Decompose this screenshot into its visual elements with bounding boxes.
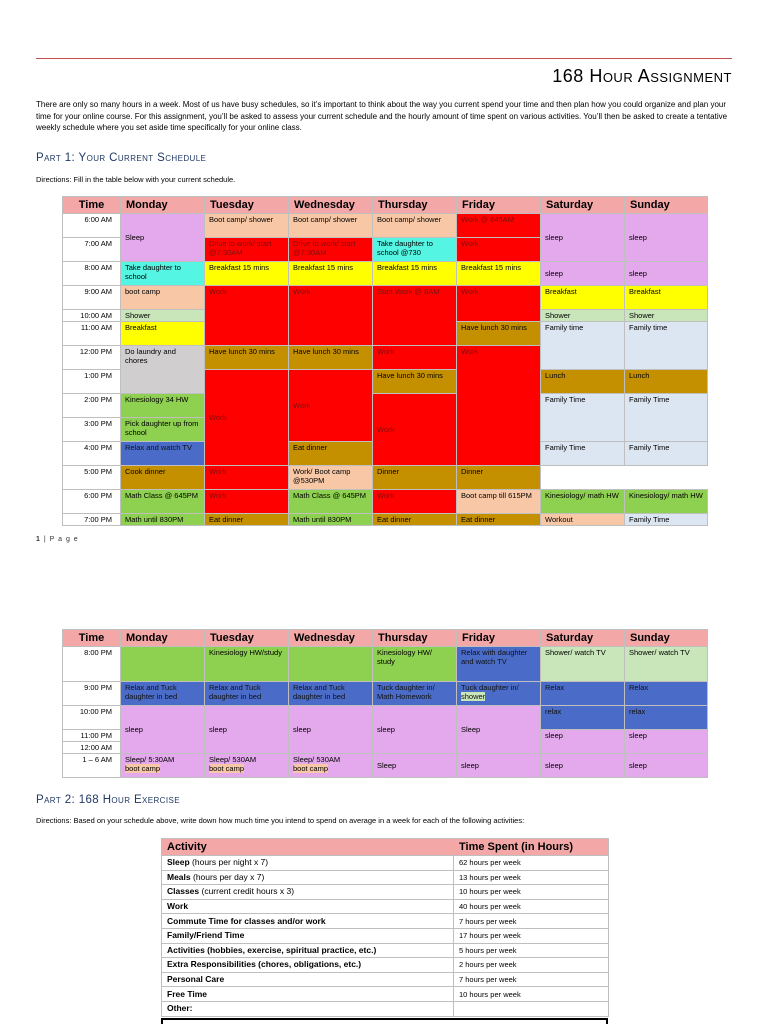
schedule-cell: Work (373, 490, 457, 514)
schedule-cell: relax (541, 706, 625, 730)
col-header-thursday: Thursday (373, 630, 457, 647)
time-cell: 7:00 AM (63, 238, 121, 262)
activity-label: Classes (current credit hours x 3) (162, 885, 454, 900)
table-row (162, 987, 609, 1002)
activity-label: Personal Care (162, 972, 454, 987)
schedule-cell: Shower/ watch TV (625, 647, 708, 682)
table-row (162, 928, 609, 943)
activity-value (454, 1001, 609, 1016)
time-cell: 11:00 AM (63, 322, 121, 346)
schedule-cell: Breakfast 15 mins (457, 262, 541, 286)
schedule-cell: relax (625, 706, 708, 730)
schedule-cell: Relax (541, 682, 625, 706)
activity-value: 7 hours per week (454, 972, 609, 987)
activity-value: 10 hours per week (454, 987, 609, 1002)
schedule-cell: Family Time (625, 442, 708, 466)
col-header-tuesday: Tuesday (205, 197, 289, 214)
schedule-cell: Work/ Boot camp @530PM (289, 466, 373, 490)
time-cell: 11:00 PM (63, 730, 121, 742)
activity-value: 13 hours per week (454, 870, 609, 885)
activity-value: 17 hours per week (454, 928, 609, 943)
col-header-monday: Monday (121, 197, 205, 214)
time-cell: 10:00 AM (63, 310, 121, 322)
schedule-cell: Shower (625, 310, 708, 322)
table-row (162, 972, 609, 987)
schedule-cell: Drive to work/ start @7:30AM (205, 238, 289, 262)
col-header-time: Time (63, 630, 121, 647)
schedule-cell: Shower (121, 310, 205, 322)
schedule-cell: Work (205, 286, 289, 346)
schedule-cell: Have lunch 30 mins (457, 322, 541, 346)
schedule-cell: sleep (625, 214, 708, 262)
schedule-cell: Take daughter to school (121, 262, 205, 286)
schedule-cell: Lunch (625, 370, 708, 394)
col-header-time-spent: Time Spent (in Hours) (454, 839, 609, 856)
schedule-cell: sleep (121, 706, 205, 754)
page-number: 1 | P a g e (36, 536, 79, 543)
schedule-cell: Math until 830PM (121, 514, 205, 526)
schedule-cell: Eat dinner (373, 514, 457, 526)
schedule-cell: Relax and Tuck daughter in bed (289, 682, 373, 706)
schedule-cell: sleep (541, 214, 625, 262)
col-header-tuesday: Tuesday (205, 630, 289, 647)
schedule-cell: Dinner (457, 466, 541, 490)
evening-schedule-table (62, 629, 708, 778)
intro-paragraph: There are only so many hours in a week. Most of us have busy schedules, so it’s important to think about the way you current spend your time and then plan how you could organize and plan your time for your online course. For this assignment, you’ll be asked to assess your current schedule and the hourly amount of time spent on various activities. You’ll then be asked to create a tentative weekly schedule where you set aside time specifically for your online class. (36, 100, 728, 132)
schedule-cell: Breakfast 15 mins (373, 262, 457, 286)
schedule-cell: Breakfast (625, 286, 708, 310)
schedule-cell: Have lunch 30 mins (373, 370, 457, 394)
activity-value: 7 hours per week (454, 914, 609, 929)
schedule-cell: sleep (625, 262, 708, 286)
schedule-cell: Work (457, 286, 541, 322)
schedule-cell: Relax with daughter and watch TV (457, 647, 541, 682)
schedule-cell: Take daughter to school @730 (373, 238, 457, 262)
schedule-cell: Boot camp/ shower (373, 214, 457, 238)
schedule-cell: Family Time (541, 394, 625, 442)
schedule-header-row (63, 197, 708, 214)
schedule-cell: Sleep (373, 754, 457, 778)
table-row (63, 262, 708, 286)
activity-label: Activities (hobbies, exercise, spiritual practice, etc.) (162, 943, 454, 958)
schedule-cell: Tuck daughter in/ shower (457, 682, 541, 706)
table-row (162, 943, 609, 958)
schedule-cell: Shower (541, 310, 625, 322)
schedule-cell: Family Time (625, 514, 708, 526)
col-header-time: Time (63, 197, 121, 214)
col-header-friday: Friday (457, 197, 541, 214)
activity-label: Free Time (162, 987, 454, 1002)
schedule-cell: Kinesiology/ math HW (541, 490, 625, 514)
col-header-saturday: Saturday (541, 630, 625, 647)
table-row (63, 394, 708, 418)
col-header-sunday: Sunday (625, 630, 708, 647)
time-cell: 8:00 PM (63, 647, 121, 682)
activity-label: Work (162, 899, 454, 914)
schedule-cell: Sleep/ 5:30AM boot camp (121, 754, 205, 778)
table-row (162, 856, 609, 871)
schedule-cell: Eat dinner (457, 514, 541, 526)
schedule-cell: Relax and Tuck daughter in bed (121, 682, 205, 706)
schedule-cell: Boot camp till 615PM (457, 490, 541, 514)
schedule-cell: Work (373, 346, 457, 370)
schedule-cell: Do laundry and chores (121, 346, 205, 394)
activity-value: 10 hours per week (454, 885, 609, 900)
schedule-cell: Work (289, 370, 373, 442)
schedule-cell (121, 647, 205, 682)
schedule-cell: Math Class @ 645PM (121, 490, 205, 514)
activity-label: Meals (hours per day x 7) (162, 870, 454, 885)
activity-value: 5 hours per week (454, 943, 609, 958)
time-cell: 12:00 PM (63, 346, 121, 370)
schedule-cell: Sleep (121, 214, 205, 262)
time-cell: 10:00 PM (63, 706, 121, 730)
schedule-cell: Pick daughter up from school (121, 418, 205, 442)
col-header-sunday: Sunday (625, 197, 708, 214)
schedule-cell: Eat dinner (289, 442, 373, 466)
schedule-cell: Work (289, 286, 373, 346)
time-cell: 7:00 PM (63, 514, 121, 526)
schedule-cell: sleep (625, 754, 708, 778)
schedule-cell: Family time (625, 322, 708, 370)
time-cell: 2:00 PM (63, 394, 121, 418)
time-cell: 6:00 AM (63, 214, 121, 238)
table-row (63, 682, 708, 706)
col-header-wednesday: Wednesday (289, 197, 373, 214)
schedule-cell: Relax and Tuck daughter in bed (205, 682, 289, 706)
table-row (63, 514, 708, 526)
time-cell: 3:00 PM (63, 418, 121, 442)
time-cell: 1 – 6 AM (63, 754, 121, 778)
time-cell: 5:00 PM (63, 466, 121, 490)
activity-value: 2 hours per week (454, 958, 609, 973)
schedule-cell: Breakfast (541, 286, 625, 310)
schedule-cell: Math until 830PM (289, 514, 373, 526)
schedule-cell: Kinesiology 34 HW (121, 394, 205, 418)
schedule-cell: sleep (373, 706, 457, 754)
total-row-edge (161, 1018, 608, 1024)
schedule-cell: Relax (625, 682, 708, 706)
time-cell: 4:00 PM (63, 442, 121, 466)
col-header-thursday: Thursday (373, 197, 457, 214)
time-cell: 9:00 PM (63, 682, 121, 706)
time-cell: 1:00 PM (63, 370, 121, 394)
part1-directions: Directions: Fill in the table below with your current schedule. (36, 175, 236, 184)
schedule-cell: boot camp (121, 286, 205, 310)
table-row (63, 490, 708, 514)
col-header-monday: Monday (121, 630, 205, 647)
activity-label: Extra Responsibilities (chores, obligations, etc.) (162, 958, 454, 973)
schedule-cell: Kinesiology HW/ study (373, 647, 457, 682)
schedule-cell: Work (457, 346, 541, 466)
schedule-cell: Work (205, 466, 289, 490)
schedule-cell: Breakfast 15 mins (205, 262, 289, 286)
activity-label: Other: (162, 1001, 454, 1016)
activity-label: Sleep (hours per night x 7) (162, 856, 454, 871)
schedule-cell: Workout (541, 514, 625, 526)
schedule-cell: Sleep (457, 706, 541, 754)
schedule-header-row (63, 630, 708, 647)
header-rule (36, 58, 732, 59)
schedule-cell: sleep (205, 706, 289, 754)
table-row (63, 754, 708, 778)
schedule-cell: Shower/ watch TV (541, 647, 625, 682)
current-schedule-table (62, 196, 708, 526)
schedule-cell: Drive to work/ start @7:30AM (289, 238, 373, 262)
table-row (162, 899, 609, 914)
schedule-cell: Lunch (541, 370, 625, 394)
schedule-cell: sleep (625, 730, 708, 754)
table-row (63, 706, 708, 730)
table-row (162, 885, 609, 900)
part2-directions: Directions: Based on your schedule above, write down how much time you intend to spend on average in a week for each of the following activities: (36, 816, 525, 825)
col-header-saturday: Saturday (541, 197, 625, 214)
schedule-cell: Breakfast 15 mins (289, 262, 373, 286)
schedule-cell: Math Class @ 645PM (289, 490, 373, 514)
time-cell: 6:00 PM (63, 490, 121, 514)
table-row (162, 958, 609, 973)
schedule-cell: Start Work @ 8AM (373, 286, 457, 346)
schedule-cell: Boot camp/ shower (289, 214, 373, 238)
schedule-cell: Family time (541, 322, 625, 370)
schedule-cell: sleep (541, 730, 625, 754)
schedule-cell: sleep (289, 706, 373, 754)
schedule-cell: Boot camp/ shower (205, 214, 289, 238)
schedule-cell: Work @ 645AM (457, 214, 541, 238)
col-header-activity: Activity (162, 839, 454, 856)
schedule-cell: Work (373, 394, 457, 466)
col-header-friday: Friday (457, 630, 541, 647)
schedule-cell: Sleep/ 530AM boot camp (205, 754, 289, 778)
schedule-cell: Dinner (373, 466, 457, 490)
activity-table (161, 838, 609, 1017)
activity-value: 40 hours per week (454, 899, 609, 914)
table-row (162, 914, 609, 929)
time-cell: 9:00 AM (63, 286, 121, 310)
activity-label: Family/Friend Time (162, 928, 454, 943)
schedule-cell: Have lunch 30 mins (205, 346, 289, 370)
schedule-cell: Eat dinner (205, 514, 289, 526)
schedule-cell: Kinesiology/ math HW (625, 490, 708, 514)
schedule-cell: Kinesiology HW/study (205, 647, 289, 682)
schedule-cell: Relax and watch TV (121, 442, 205, 466)
schedule-cell: Sleep/ 530AM boot camp (289, 754, 373, 778)
table-row (162, 870, 609, 885)
schedule-cell: Work (205, 490, 289, 514)
schedule-cell: Family Time (541, 442, 625, 466)
part2-heading: Part 2: 168 Hour Exercise (36, 794, 180, 806)
schedule-cell: Family Time (625, 394, 708, 442)
table-row (63, 647, 708, 682)
table-row (63, 466, 708, 490)
schedule-cell (289, 647, 373, 682)
schedule-cell: Have lunch 30 mins (289, 346, 373, 370)
activity-value: 62 hours per week (454, 856, 609, 871)
schedule-cell: Work (457, 238, 541, 262)
table-row (162, 1001, 609, 1016)
part1-heading: Part 1: Your Current Schedule (36, 152, 207, 164)
schedule-cell: Breakfast (121, 322, 205, 346)
schedule-cell: sleep (457, 754, 541, 778)
schedule-cell: Tuck daughter in/ Math Homework (373, 682, 457, 706)
activity-label: Commute Time for classes and/or work (162, 914, 454, 929)
table-row (63, 286, 708, 310)
table-row (63, 214, 708, 238)
time-cell: 8:00 AM (63, 262, 121, 286)
schedule-cell: Cook dinner (121, 466, 205, 490)
schedule-cell: Work (205, 370, 289, 466)
activity-header-row (162, 839, 609, 856)
schedule-cell: sleep (541, 262, 625, 286)
time-cell: 12:00 AM (63, 742, 121, 754)
schedule-cell: sleep (541, 754, 625, 778)
document-title: 168 Hour Assignment (552, 66, 732, 86)
col-header-wednesday: Wednesday (289, 630, 373, 647)
